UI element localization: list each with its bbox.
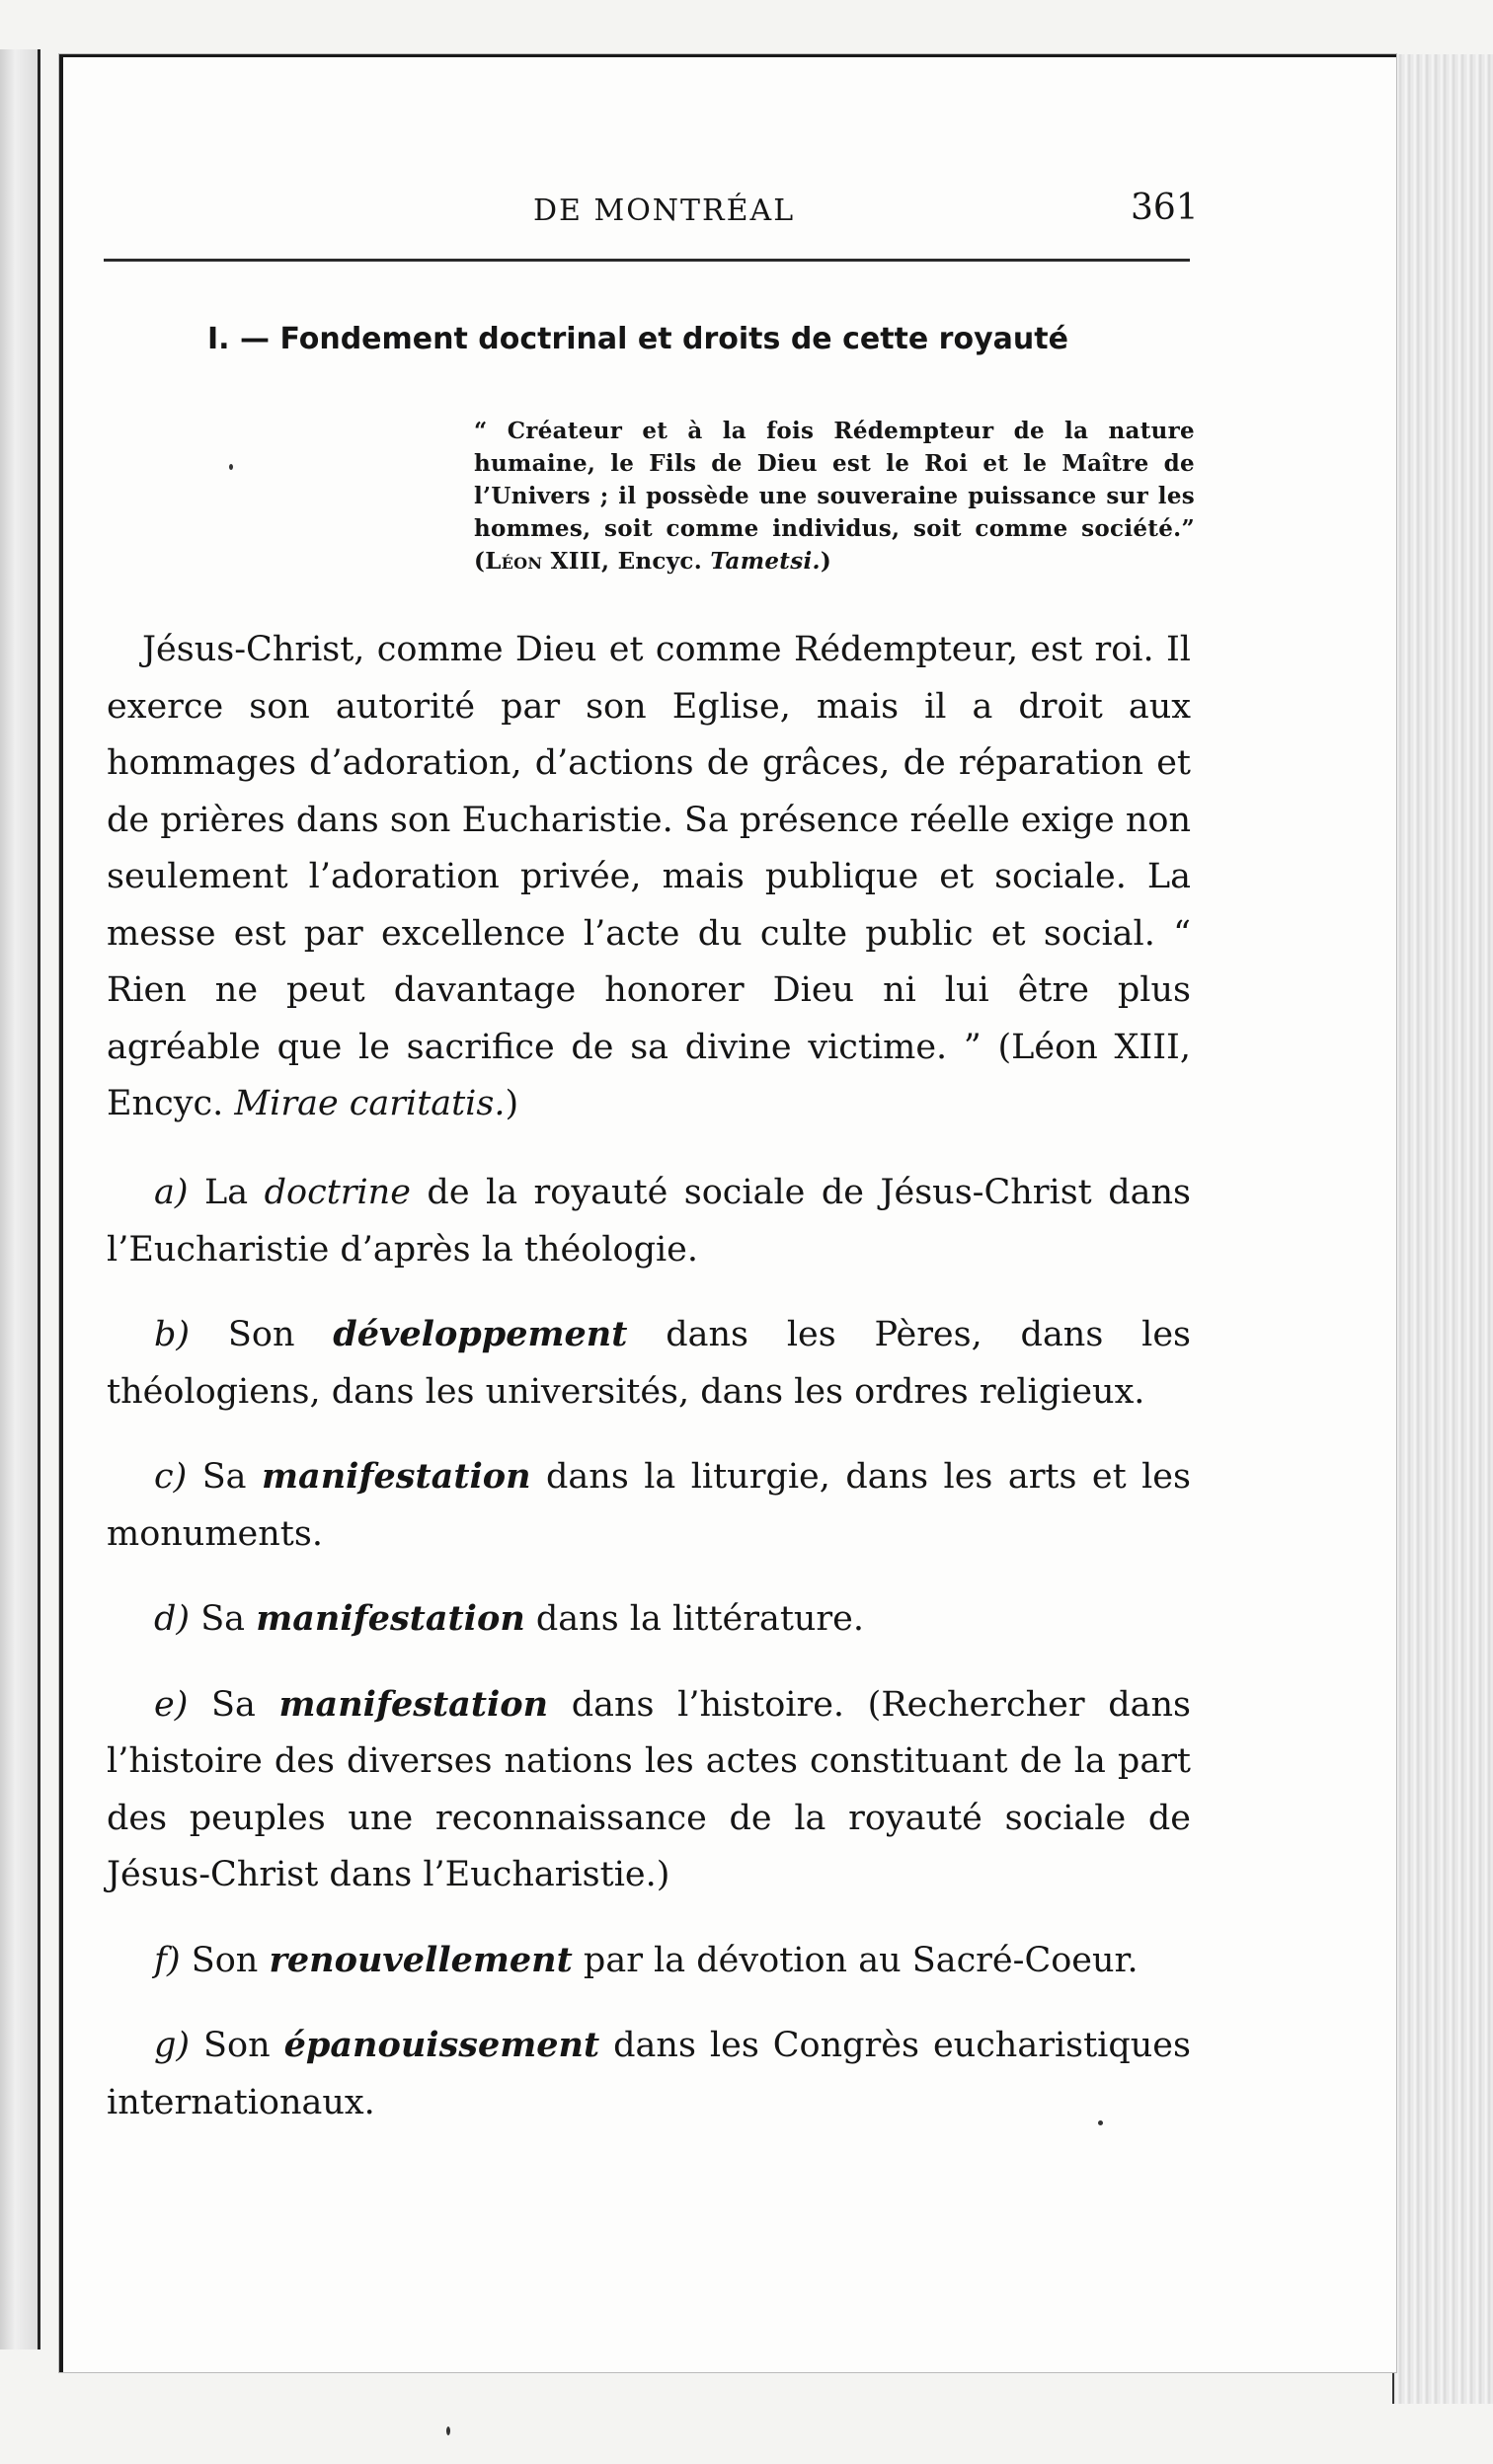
item-letter: c) <box>154 1457 188 1497</box>
list-item <box>107 1590 1191 1649</box>
item-keyword: épanouissement <box>283 2025 600 2065</box>
epigraph-text: “ Créateur et à la fois Rédempteur de la nature humaine, le Fils de Dieu est le Roi et le Maître de l’Univers ; il possède une souveraine puissance sur les hommes, soit comme individus, soit comme société.” ( <box>474 418 1195 575</box>
epigraph-quote <box>474 415 1195 578</box>
page-stack-edge <box>1392 54 1493 2404</box>
header-rule <box>104 259 1190 262</box>
item-keyword: manifestation <box>278 1683 549 1725</box>
item-text: dans l’histoire. (Rechercher dans l’histoire des diverses nations les actes constituant de la part des peuples une reconnaissance de la royauté sociale de Jésus-Christ dans l’Eucharistie.) <box>107 1684 1191 1894</box>
item-keyword: doctrine <box>264 1173 411 1212</box>
list-item <box>107 1306 1191 1421</box>
item-text: dans les Congrès eucharistiques internationaux. <box>107 2026 1191 2122</box>
item-text: dans la liturgie, dans les arts et les monuments. <box>107 1457 1191 1554</box>
item-pre: Son <box>191 1940 270 1980</box>
list-item <box>107 1165 1191 1278</box>
page-number: 361 <box>1131 188 1199 228</box>
item-letter: g) <box>154 2026 191 2065</box>
item-pre: Sa <box>200 1599 257 1639</box>
epigraph-title: Tametsi. <box>710 548 821 575</box>
item-letter: e) <box>154 1684 189 1725</box>
scan-speck <box>446 2426 450 2435</box>
body-text <box>107 622 1191 1133</box>
list-item <box>107 1448 1191 1563</box>
item-keyword: développement <box>333 1314 628 1354</box>
item-keyword: renouvellement <box>269 1939 573 1980</box>
item-text: par la dévotion au Sacré-Coeur. <box>572 1940 1139 1980</box>
outline-list <box>107 1165 1191 2159</box>
item-keyword: manifestation <box>256 1598 525 1639</box>
list-item <box>107 1676 1191 1904</box>
item-letter: a) <box>154 1173 189 1212</box>
epigraph-source: XIII, Encyc. <box>542 548 711 575</box>
item-pre: Son <box>227 1315 334 1354</box>
scan-speck <box>1098 2120 1103 2125</box>
item-letter: d) <box>154 1599 191 1639</box>
item-letter: f) <box>154 1940 181 1980</box>
paragraph-title: Mirae caritatis. <box>234 1084 506 1123</box>
paragraph-text: Jésus-Christ, comme Dieu et comme Rédempteur, est roi. Il exerce son autorité par son Eglise, mais il a droit aux hommages d’adoration, d’actions de grâces, de réparation et de prières dans son Eucharistie. Sa présence réelle exige non seulement l’adoration privée, mais publique et sociale. La messe est par excellence l’acte du culte public et social. “ Rien ne peut davantage honorer Dieu ni lui être plus agréable que le sacrifice de sa divine victime. ” (Léon XIII, Encyc. <box>107 630 1191 1123</box>
body-paragraph <box>107 622 1191 1133</box>
scan-speck <box>229 464 233 470</box>
list-item <box>107 1932 1191 1990</box>
item-letter: b) <box>154 1315 191 1354</box>
book-left-edge <box>0 49 40 2349</box>
item-keyword: manifestation <box>261 1456 531 1497</box>
item-pre: Son <box>203 2026 284 2065</box>
section-heading: I. — Fondement doctrinal et droits de cette royauté <box>207 322 1068 356</box>
item-text: de la royauté sociale de Jésus-Christ dans l’Eucharistie d’après la théologie. <box>107 1173 1191 1270</box>
running-head: DE MONTRÉAL <box>533 193 796 228</box>
item-pre: La <box>204 1173 265 1212</box>
item-text: dans les Pères, dans les théologiens, dans les universités, dans les ordres religieux. <box>107 1315 1191 1412</box>
item-text: dans la littérature. <box>524 1599 864 1639</box>
list-item <box>107 2017 1191 2131</box>
epigraph-author: Léon <box>485 548 543 575</box>
paragraph-close: ) <box>505 1084 519 1123</box>
epigraph-close: ) <box>820 548 832 575</box>
item-pre: Sa <box>201 1457 262 1497</box>
item-pre: Sa <box>211 1684 279 1725</box>
